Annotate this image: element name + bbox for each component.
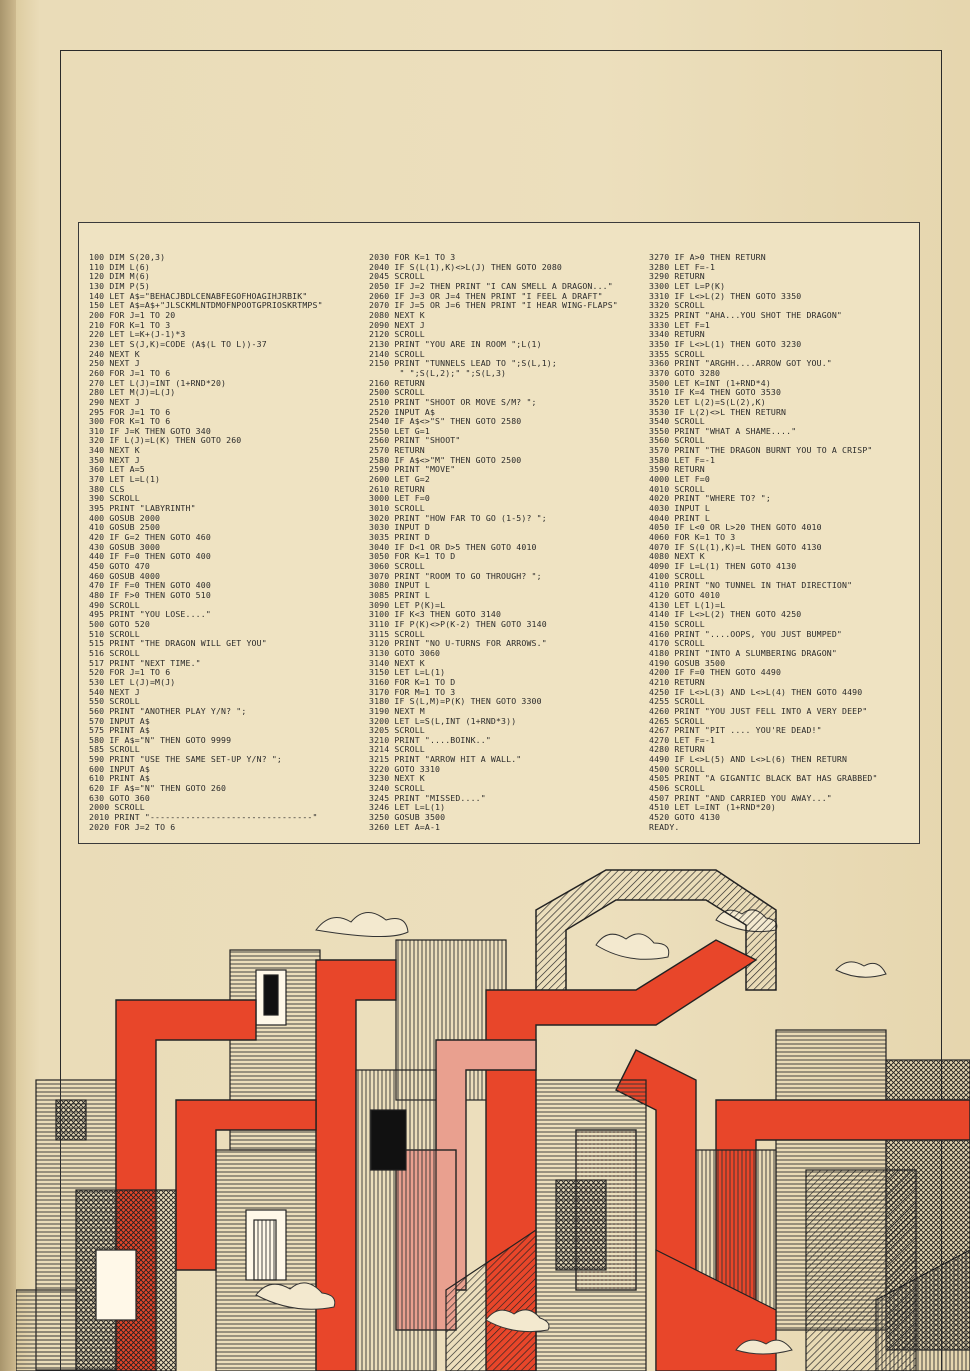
code-line: 4255 SCROLL [649, 697, 705, 707]
code-line: 540 NEXT J [89, 687, 140, 697]
code-line: 3325 PRINT "AHA...YOU SHOT THE DRAGON" [649, 310, 843, 320]
code-line: 4050 IF L<0 OR L>20 THEN GOTO 4010 [649, 523, 822, 533]
code-line: 517 PRINT "NEXT TIME." [89, 658, 201, 668]
code-line: 3310 IF L<>L(2) THEN GOTO 3350 [649, 291, 802, 301]
code-line: 100 DIM S(20,3) [89, 253, 166, 262]
code-line: 3290 RETURN [649, 272, 705, 282]
code-line: 2560 PRINT "SHOOT" [369, 436, 461, 446]
page-spine [0, 0, 16, 1371]
code-line: 3340 RETURN [649, 330, 705, 340]
code-line: 4030 INPUT L [649, 504, 710, 514]
code-line: 4510 LET L=INT (1+RND*20) [649, 803, 776, 813]
code-line: 4270 LET F=-1 [649, 735, 716, 745]
code-line: 500 GOTO 520 [89, 619, 150, 629]
code-line: 3050 FOR K=1 TO D [369, 552, 456, 562]
code-line: 3030 INPUT D [369, 523, 430, 533]
code-line: 4020 PRINT "WHERE TO? "; [649, 494, 771, 504]
code-line: 580 IF A$="N" THEN GOTO 9999 [89, 735, 232, 745]
code-line: 3246 LET L=L(1) [369, 803, 446, 813]
code-line: 3000 LET F=0 [369, 494, 430, 504]
code-line: 2120 SCROLL [369, 330, 425, 340]
program-listing [78, 222, 920, 844]
code-line: 3350 IF L<>L(1) THEN GOTO 3230 [649, 339, 802, 349]
code-line: 4180 PRINT "INTO A SLUMBERING DRAGON" [649, 648, 837, 658]
code-line: 4000 LET F=0 [649, 475, 710, 485]
code-line: 2030 FOR K=1 TO 3 [369, 253, 456, 262]
code-line: 3205 SCROLL [369, 726, 425, 736]
code-line: 3150 LET L=L(1) [369, 668, 446, 678]
code-line: 440 IF F=0 THEN GOTO 400 [89, 552, 211, 562]
code-line: 270 LET L(J)=INT (1+RND*20) [89, 378, 227, 388]
code-line: 150 LET A$=A$+"JLSCKMLNTDMOFNPOOTGPRIOSKRTMPS" [89, 301, 323, 311]
code-line: 3115 SCROLL [369, 629, 425, 639]
code-line: 3330 LET F=1 [649, 320, 710, 330]
code-line: 2140 SCROLL [369, 349, 425, 359]
code-line: 430 GOSUB 3000 [89, 542, 161, 552]
code-line: 3240 SCROLL [369, 784, 425, 794]
code-line: 2580 IF A$<>"M" THEN GOTO 2500 [369, 455, 522, 465]
code-line: 140 LET A$="BEHACJBDLCENABFEGOFHOAGIHJRBIK" [89, 291, 308, 301]
code-line: 3220 GOTO 3310 [369, 764, 441, 774]
code-line: 2610 RETURN [369, 484, 425, 494]
code-line: 3020 PRINT "HOW FAR TO GO (1-5)? "; [369, 513, 547, 523]
code-line: 630 GOTO 360 [89, 793, 150, 803]
code-line: 3160 FOR K=1 TO D [369, 677, 456, 687]
code-line: 4160 PRINT "....OOPS, YOU JUST BUMPED" [649, 629, 843, 639]
code-line: 460 GOSUB 4000 [89, 571, 161, 581]
code-line: 2070 IF J=5 OR J=6 THEN PRINT "I HEAR WING-FLAPS" [369, 301, 618, 311]
code-line: 2540 IF A$<>"S" THEN GOTO 2580 [369, 417, 522, 427]
code-line: 2000 SCROLL [89, 803, 145, 813]
code-line: 4200 IF F=0 THEN GOTO 4490 [649, 668, 782, 678]
code-line: 295 FOR J=1 TO 6 [89, 407, 171, 417]
code-line: 4170 SCROLL [649, 639, 705, 649]
code-line: 4280 RETURN [649, 745, 705, 755]
code-line: 340 NEXT K [89, 446, 140, 456]
code-line: 530 LET L(J)=M(J) [89, 677, 176, 687]
code-line: 3230 NEXT K [369, 774, 425, 784]
code-line: 3510 IF K=4 THEN GOTO 3530 [649, 388, 782, 398]
code-line: 4130 LET L(1)=L [649, 600, 726, 610]
listing-column-3 [649, 253, 914, 832]
code-line: 4250 IF L<>L(3) AND L<>L(4) THEN GOTO 4490 [649, 687, 863, 697]
code-line: 490 SCROLL [89, 600, 140, 610]
listing-column-2 [369, 253, 659, 832]
code-line: 220 LET L=K+(J-1)*3 [89, 330, 186, 340]
code-line: 4520 GOTO 4130 [649, 813, 721, 823]
code-line: 2570 RETURN [369, 446, 425, 456]
code-line: 585 SCROLL [89, 745, 140, 755]
code-line: 380 CLS [89, 484, 125, 494]
code-line: 516 SCROLL [89, 648, 140, 658]
code-line: 610 PRINT A$ [89, 774, 150, 784]
code-line: 3140 NEXT K [369, 658, 425, 668]
code-line: 2090 NEXT J [369, 320, 425, 330]
code-line: 3110 IF P(K)<>P(K-2) THEN GOTO 3140 [369, 619, 547, 629]
code-line: 350 NEXT J [89, 455, 140, 465]
code-line: 3570 PRINT "THE DRAGON BURNT YOU TO A CRISP" [649, 446, 873, 456]
code-line: 420 IF G=2 THEN GOTO 460 [89, 533, 211, 543]
code-line: 3580 LET F=-1 [649, 455, 716, 465]
code-line: 2150 PRINT "TUNNELS LEAD TO ";S(L,1); [369, 359, 557, 369]
code-line: 3070 PRINT "ROOM TO GO THROUGH? "; [369, 571, 542, 581]
code-line: 370 LET L=L(1) [89, 475, 161, 485]
code-line: 4507 PRINT "AND CARRIED YOU AWAY..." [649, 793, 832, 803]
code-line: 600 INPUT A$ [89, 764, 150, 774]
code-line: 470 IF F=0 THEN GOTO 400 [89, 581, 211, 591]
code-line: 3215 PRINT "ARROW HIT A WALL." [369, 755, 522, 765]
code-line: 2550 LET G=1 [369, 426, 430, 436]
code-line: 3500 LET K=INT (1+RND*4) [649, 378, 771, 388]
code-line: 4500 SCROLL [649, 764, 705, 774]
code-line: 4100 SCROLL [649, 571, 705, 581]
code-line: 4260 PRINT "YOU JUST FELL INTO A VERY DEEP" [649, 706, 868, 716]
listing-column-1 [89, 253, 359, 832]
code-line: 4080 NEXT K [649, 552, 705, 562]
code-line: 3100 IF K<3 THEN GOTO 3140 [369, 610, 502, 620]
code-line: READY. [649, 822, 680, 832]
code-line: 410 GOSUB 2500 [89, 523, 161, 533]
code-line: 4120 GOTO 4010 [649, 590, 721, 600]
code-line: 290 NEXT J [89, 397, 140, 407]
code-line: 3245 PRINT "MISSED...." [369, 793, 486, 803]
code-line: 4110 PRINT "NO TUNNEL IN THAT DIRECTION" [649, 581, 853, 591]
code-line: 240 NEXT K [89, 349, 140, 359]
code-line: 3120 PRINT "NO U-TURNS FOR ARROWS." [369, 639, 547, 649]
code-line: 210 FOR K=1 TO 3 [89, 320, 171, 330]
code-line: 3090 LET P(K)=L [369, 600, 446, 610]
code-line: 4210 RETURN [649, 677, 705, 687]
code-line: 450 GOTO 470 [89, 562, 150, 571]
code-line: 4040 PRINT L [649, 513, 710, 523]
code-line: 510 SCROLL [89, 629, 140, 639]
code-line: 550 SCROLL [89, 697, 140, 707]
code-line: 2500 SCROLL [369, 388, 425, 398]
code-line: 3130 GOTO 3060 [369, 648, 441, 658]
code-line: 3260 LET A=A-1 [369, 822, 441, 832]
code-line: 3270 IF A>0 THEN RETURN [649, 253, 766, 262]
code-line: 390 SCROLL [89, 494, 140, 504]
code-line: 3200 LET L=S(L,INT (1+RND*3)) [369, 716, 517, 726]
code-line: 2590 PRINT "MOVE" [369, 465, 456, 475]
code-line: 120 DIM M(6) [89, 272, 150, 282]
code-line: 2130 PRINT "YOU ARE IN ROOM ";L(1) [369, 339, 542, 349]
code-line: 4267 PRINT "PIT .... YOU'RE DEAD!" [649, 726, 822, 736]
labyrinth-city-illustration [16, 850, 970, 1371]
code-line: 2050 IF J=2 THEN PRINT "I CAN SMELL A DRAGON..." [369, 281, 613, 291]
code-line: 520 FOR J=1 TO 6 [89, 668, 171, 678]
code-line: 3214 SCROLL [369, 745, 425, 755]
code-line: 515 PRINT "THE DRAGON WILL GET YOU" [89, 639, 267, 649]
code-line: 590 PRINT "USE THE SAME SET-UP Y/N? "; [89, 755, 283, 765]
code-line: 2080 NEXT K [369, 310, 425, 320]
code-line: 495 PRINT "YOU LOSE...." [89, 610, 211, 620]
code-line: 3040 IF D<1 OR D>5 THEN GOTO 4010 [369, 542, 537, 552]
code-line: 360 LET A=5 [89, 465, 145, 475]
code-line: 3370 GOTO 3280 [649, 368, 721, 378]
code-line: 4506 SCROLL [649, 784, 705, 794]
code-line: 3320 SCROLL [649, 301, 705, 311]
code-line: 3550 PRINT "WHAT A SHAME...." [649, 426, 797, 436]
code-line: 3010 SCROLL [369, 504, 425, 514]
code-line: 3300 LET L=P(K) [649, 281, 726, 291]
code-line: 3190 NEXT M [369, 706, 425, 716]
code-line: 2010 PRINT "--------------------------------" [89, 813, 318, 823]
code-line: 2600 LET G=2 [369, 475, 430, 485]
code-line: 230 LET S(J,K)=CODE (A$(L TO L))-37 [89, 339, 267, 349]
code-line: 4150 SCROLL [649, 619, 705, 629]
code-line: 3210 PRINT "....BOINK.." [369, 735, 491, 745]
code-line: 4490 IF L<>L(5) AND L<>L(6) THEN RETURN [649, 755, 848, 765]
code-line: 3540 SCROLL [649, 417, 705, 427]
code-line: 4140 IF L<>L(2) THEN GOTO 4250 [649, 610, 802, 620]
code-line: 2510 PRINT "SHOOT OR MOVE S/M? "; [369, 397, 537, 407]
code-line: 310 IF J=K THEN GOTO 340 [89, 426, 211, 436]
code-line: 4190 GOSUB 3500 [649, 658, 726, 668]
code-line: 3530 IF L(2)<>L THEN RETURN [649, 407, 787, 417]
code-line: 4090 IF L=L(1) THEN GOTO 4130 [649, 562, 797, 571]
code-line: 560 PRINT "ANOTHER PLAY Y/N? "; [89, 706, 247, 716]
code-line: 3060 SCROLL [369, 562, 425, 571]
code-line: 3560 SCROLL [649, 436, 705, 446]
code-line: 2060 IF J=3 OR J=4 THEN PRINT "I FEEL A DRAFT" [369, 291, 603, 301]
code-line: 3085 PRINT L [369, 590, 430, 600]
code-line: 260 FOR J=1 TO 6 [89, 368, 171, 378]
code-line: 300 FOR K=1 TO 6 [89, 417, 171, 427]
code-line: 570 INPUT A$ [89, 716, 150, 726]
code-line: 3280 LET F=-1 [649, 262, 716, 272]
code-line: 280 LET M(J)=L(J) [89, 388, 176, 398]
code-line: 395 PRINT "LABYRINTH" [89, 504, 196, 514]
code-line: 480 IF F>0 THEN GOTO 510 [89, 590, 211, 600]
code-line: 2045 SCROLL [369, 272, 425, 282]
code-line: 3590 RETURN [649, 465, 705, 475]
code-line: 3250 GOSUB 3500 [369, 813, 446, 823]
code-line: 3170 FOR M=1 TO 3 [369, 687, 456, 697]
code-line: 4265 SCROLL [649, 716, 705, 726]
code-line: 200 FOR J=1 TO 20 [89, 310, 176, 320]
code-line: 3035 PRINT D [369, 533, 430, 543]
code-line: 3180 IF S(L,M)=P(K) THEN GOTO 3300 [369, 697, 542, 707]
code-line: 4060 FOR K=1 TO 3 [649, 533, 736, 543]
code-line: 250 NEXT J [89, 359, 140, 369]
code-line: 620 IF A$="N" THEN GOTO 260 [89, 784, 227, 794]
code-line: 3520 LET L(2)=S(L(2),K) [649, 397, 766, 407]
code-line: 3355 SCROLL [649, 349, 705, 359]
code-line: 110 DIM L(6) [89, 262, 150, 272]
code-line: 2160 RETURN [369, 378, 425, 388]
code-line: 4010 SCROLL [649, 484, 705, 494]
code-line: 2020 FOR J=2 TO 6 [89, 822, 176, 832]
code-line: 130 DIM P(5) [89, 281, 150, 291]
code-line: 3360 PRINT "ARGHH....ARROW GOT YOU." [649, 359, 832, 369]
code-line: 575 PRINT A$ [89, 726, 150, 736]
code-line: 2040 IF S(L(1),K)<>L(J) THEN GOTO 2080 [369, 262, 563, 272]
code-line: 400 GOSUB 2000 [89, 513, 161, 523]
code-line: 2520 INPUT A$ [369, 407, 436, 417]
code-line: " ";S(L,2);" ";S(L,3) [369, 368, 507, 378]
code-line: 4070 IF S(L(1),K)=L THEN GOTO 4130 [649, 542, 822, 552]
code-line: 4505 PRINT "A GIGANTIC BLACK BAT HAS GRABBED" [649, 774, 878, 784]
code-line: 320 IF L(J)=L(K) THEN GOTO 260 [89, 436, 242, 446]
code-line: 3080 INPUT L [369, 581, 430, 591]
